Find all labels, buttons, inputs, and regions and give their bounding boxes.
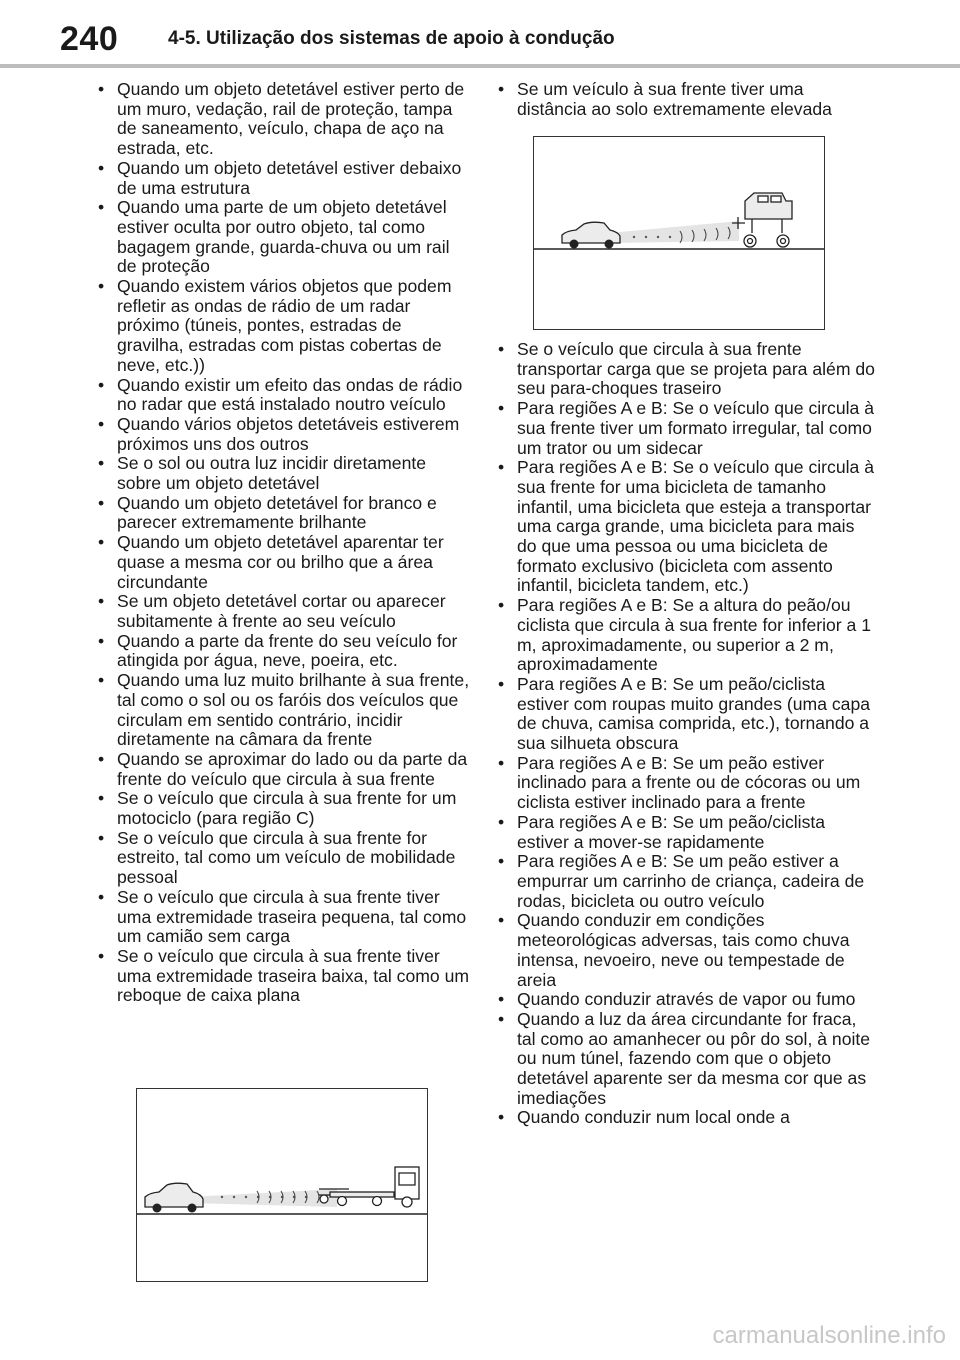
list-item: • Quando um objeto detetável estiver debaixo de uma estrutura [96, 159, 471, 198]
section-title: 4-5. Utilização dos sistemas de apoio à condução [168, 28, 615, 49]
left-bullet-list [96, 80, 471, 1006]
own-car-icon [145, 1183, 203, 1212]
high-clearance-drawing [534, 137, 824, 329]
list-item: • Quando a parte da frente do seu veículo for atingida por água, neve, poeira, etc. [96, 632, 471, 671]
flatbed-trailer-illustration [136, 1088, 428, 1282]
list-item: • Se o veículo que circula à sua frente tiver uma extremidade traseira baixa, tal como um reboque de caixa plana [96, 947, 471, 1006]
list-item: • Se um veículo à sua frente tiver uma distância ao solo extremamente elevada [496, 80, 876, 119]
list-item: • Quando um objeto detetável estiver perto de um muro, vedação, rail de proteção, tampa de saneamento, veículo, chapa de aço na estrada, etc. [96, 80, 471, 159]
page-header [0, 0, 960, 72]
list-item: • Se o veículo que circula à sua frente for estreito, tal como um veículo de mobilidade pessoal [96, 829, 471, 888]
list-item: • Se um objeto detetável cortar ou aparecer subitamente à frente ao seu veículo [96, 592, 471, 631]
list-item: • Quando existem vários objetos que podem refletir as ondas de rádio de um radar próximo (túneis, pontes, estradas de gravilha, estradas com pistas cobertas de neve, etc.)) [96, 277, 471, 376]
right-top-bullet-list [496, 80, 876, 119]
list-item: • Quando conduzir através de vapor ou fumo [496, 990, 876, 1010]
lifted-suv-icon [732, 193, 792, 247]
list-item: • Para regiões A e B: Se a altura do peão/ou ciclista que circula à sua frente for inferior a 1 m, aproximadamente, ou superior a 2 m, aproximadamente [496, 596, 876, 675]
right-column-lower [496, 340, 876, 1128]
list-item: • Para regiões A e B: Se o veículo que circula à sua frente for uma bicicleta de tamanho infantil, uma bicicleta que esteja a transportar uma carga grande, uma bicicleta para mais do que uma pessoa ou uma bicicleta de formato exclusivo (bicicleta com assento infantil, bicicleta tandem, etc.) [496, 458, 876, 596]
left-column [96, 80, 471, 1006]
list-item: • Quando conduzir num local onde a [496, 1108, 876, 1128]
header-rule [0, 64, 960, 68]
own-car-icon [562, 222, 620, 248]
list-item: • Quando se aproximar do lado ou da parte da frente do veículo que circula à sua frente [96, 750, 471, 789]
right-column [496, 80, 876, 119]
list-item: • Quando existir um efeito das ondas de rádio no radar que está instalado noutro veículo [96, 376, 471, 415]
watermark: carmanualsonline.info [712, 1322, 946, 1349]
list-item: • Quando vários objetos detetáveis estiverem próximos uns dos outros [96, 415, 471, 454]
high-ground-clearance-vehicle-illustration [533, 136, 825, 330]
right-bullet-list [496, 340, 876, 1128]
list-item: • Quando conduzir em condições meteorológicas adversas, tais como chuva intensa, nevoeiro, neve ou tempestade de areia [496, 911, 876, 990]
list-item: • Para regiões A e B: Se um peão estiver inclinado para a frente ou de cócoras ou um ciclista estiver inclinado para a frente [496, 754, 876, 813]
list-item: • Quando um objeto detetável aparentar ter quase a mesma cor ou brilho que a área circundante [96, 533, 471, 592]
list-item: • Quando uma parte de um objeto detetável estiver oculta por outro objeto, tal como bagagem grande, guarda-chuva ou um rail de proteção [96, 198, 471, 277]
list-item: • Quando uma luz muito brilhante à sua frente, tal como o sol ou os faróis dos veículos que circulam em sentido contrário, incidir diretamente na câmara da frente [96, 671, 471, 750]
list-item: • Quando a luz da área circundante for fraca, tal como ao amanhecer ou pôr do sol, à noite ou num túnel, fazendo com que o objeto detetável aparente ser da mesma cor que as imediações [496, 1010, 876, 1109]
list-item: • Se o sol ou outra luz incidir diretamente sobre um objeto detetável [96, 454, 471, 493]
list-item: • Se o veículo que circula à sua frente tiver uma extremidade traseira pequena, tal como um camião sem carga [96, 888, 471, 947]
list-item: • Se o veículo que circula à sua frente transportar carga que se projeta para além do seu para-choques traseiro [496, 340, 876, 399]
page-number: 240 [60, 20, 119, 58]
flatbed-trailer-drawing [137, 1089, 427, 1281]
list-item: • Se o veículo que circula à sua frente for um motociclo (para região C) [96, 789, 471, 828]
truck-icon [395, 1167, 419, 1207]
list-item: • Para regiões A e B: Se um peão estiver a empurrar um carrinho de criança, cadeira de rodas, bicicleta ou outro veículo [496, 852, 876, 911]
list-item: • Para regiões A e B: Se o veículo que circula à sua frente tiver um formato irregular, tal como um trator ou um sidecar [496, 399, 876, 458]
list-item: • Para regiões A e B: Se um peão/ciclista estiver com roupas muito grandes (uma capa de chuva, camisa comprida, etc.), tornando a sua silhueta obscura [496, 675, 876, 754]
radar-beam [189, 1189, 337, 1207]
radar-beam [609, 221, 739, 243]
list-item: • Quando um objeto detetável for branco e parecer extremamente brilhante [96, 494, 471, 533]
list-item: • Para regiões A e B: Se um peão/ciclista estiver a mover-se rapidamente [496, 813, 876, 852]
